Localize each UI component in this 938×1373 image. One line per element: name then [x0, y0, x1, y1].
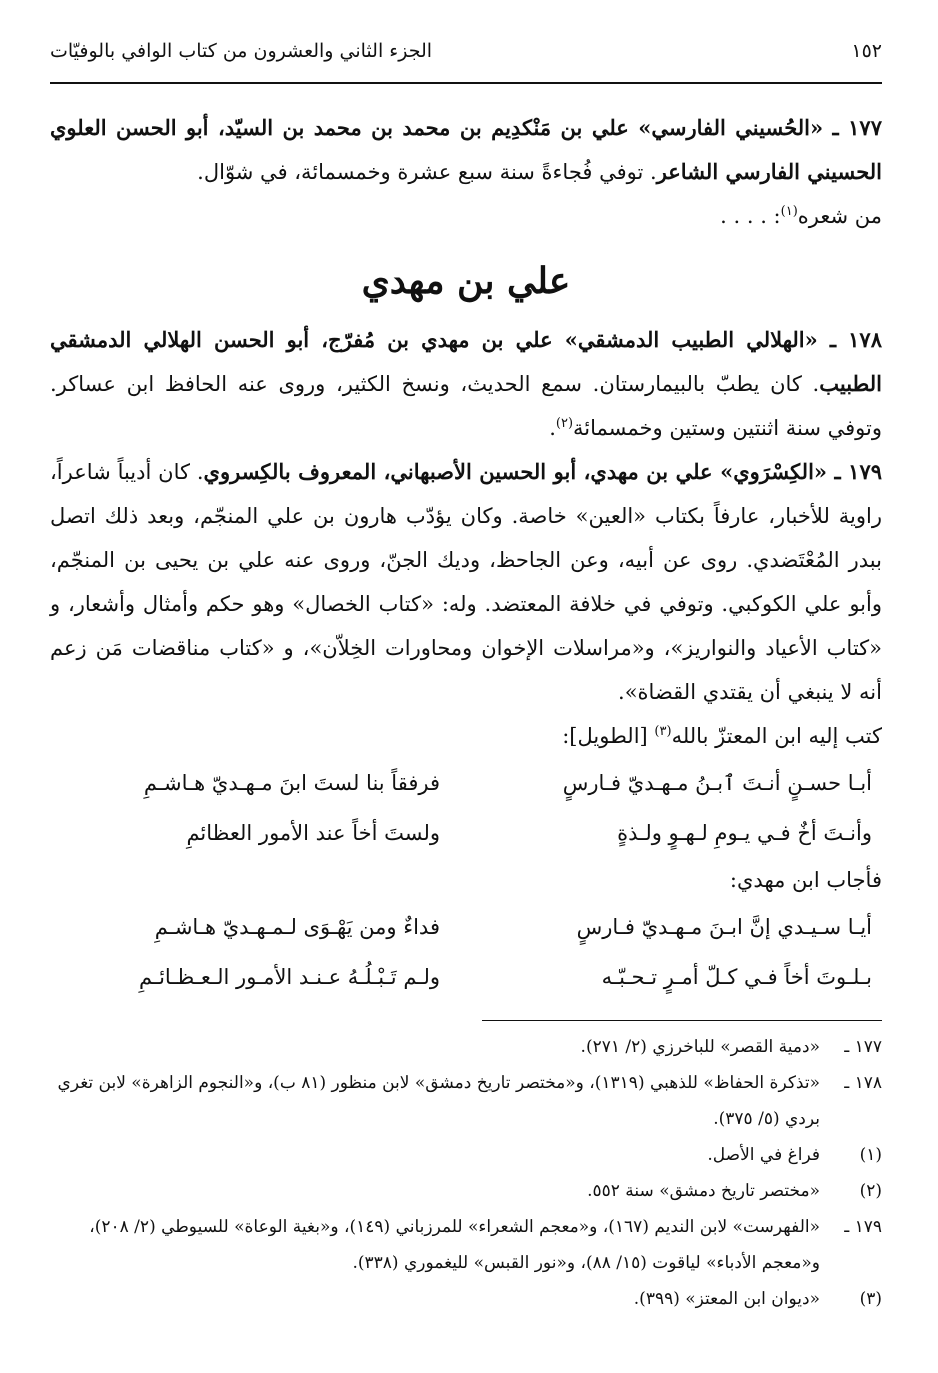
verse-hemistich-first: وأنـتَ أخٌ فـي يـومِ لـهـوٍ ولـذةٍ — [617, 821, 872, 845]
verse-hemistich-second: فرفقاً بنا لستَ ابنَ مـهـديّ هـاشـمِ — [143, 771, 440, 795]
verse-hemistich-first: بـلـوتَ أخاً فـي كـلّ أمـرٍ تـحـبّـه — [601, 965, 872, 989]
footnote-text: فراغ في الأصل. — [707, 1145, 820, 1165]
poem-1-intro — [50, 714, 882, 758]
verse-note-text: من شعره — [797, 204, 882, 228]
footnote-number: ١٧٨ ـ — [844, 1073, 882, 1093]
verse-line — [50, 758, 882, 808]
verse-note-end: : . . . . — [720, 204, 781, 228]
footnote-text: «مختصر تاريخ دمشق» سنة ٥٥٢. — [587, 1181, 820, 1201]
running-title: الجزء الثاني والعشرون من كتاب الوافي بالوفيّات — [50, 40, 433, 62]
verse-hemistich-first: أبـا حسـنٍ أنـتَ ٱبـنُ مـهـديّ فـارسٍ — [562, 771, 872, 795]
footnote-text: «دمية القصر» للباخرزي (٢/ ٢٧١). — [580, 1037, 820, 1057]
footnote-ref[interactable]: (١) — [780, 204, 798, 219]
page-number: ١٥٢ — [851, 40, 882, 62]
footnote-rule — [482, 1020, 882, 1021]
entry-179-text: . كان أديباً شاعراً، راوية للأخبار، عارفاً بكتاب «العين» خاصة. وكان يؤدّب هارون بن علي المنجّم، وبعد ذلك اتصل ببدر المُعْتَضدي. روى عن أبيه، وعن الجاحظ، وديك الجنّ، وروى عنه علي بن يحيى بن المنجّم، وأبو علي الكوكبي. وتوفي في خلافة المعتضد. وله: «كتاب الخصال» وهو حكم وأمثال وأشعار، و «كتاب الأعياد والنواريز»، و«مراسلات الإخوان ومحاورات الخِلاّن»، و «كتاب مناقضات مَن زعم أنه لا ينبغي أن يقتدي القضاة». — [50, 460, 882, 704]
footnote-number: (٣) — [859, 1289, 882, 1309]
verse-hemistich-first: أيـا سـيـدي إنَّ ابـنَ مـهـديّ فـارسٍ — [576, 915, 872, 939]
entry-178 — [50, 318, 882, 450]
verse-line — [50, 808, 882, 858]
poem-2-intro: فأجاب ابن مهدي: — [729, 868, 882, 892]
footnote — [50, 1029, 882, 1065]
footnote-number: (١) — [859, 1145, 882, 1165]
entry-177-verse-note — [50, 194, 882, 238]
verse-line — [50, 902, 882, 952]
footnote-number: ١٧٧ ـ — [844, 1037, 882, 1057]
footnote — [50, 1281, 882, 1317]
entry-178-text: . كان يطبّ بالبيمارستان. سمع الحديث، ونسخ الكثير، وروى عنه الحافظ ابن عساكر. وتوفي سنة اثنتين وستين وخمسمائة — [50, 372, 882, 440]
footnote — [50, 1137, 882, 1173]
footnote-text: «ديوان ابن المعتز» (٣٩٩). — [633, 1289, 820, 1309]
header-rule — [50, 82, 882, 84]
entry-179-heading: ١٧٩ ـ «الكِسْرَوي» علي بن مهدي، أبو الحسين الأصبهاني، المعروف بالكِسروي — [203, 459, 883, 484]
footnote — [50, 1173, 882, 1209]
verse-hemistich-second: ولـم تَـبْـلُـهُ عـنـد الأمـور الـعـظـائـمِ — [138, 965, 440, 989]
entry-177-text: . توفي فُجاءةً سنة سبع عشرة وخمسمائة، في شوّال. — [197, 160, 657, 184]
page — [50, 40, 882, 1317]
footnote-number: ١٧٩ ـ — [844, 1217, 882, 1237]
footnote — [50, 1209, 882, 1281]
footnote — [50, 1065, 882, 1137]
entry-179 — [50, 450, 882, 714]
entry-177 — [50, 106, 882, 194]
entry-177-heading: ١٧٧ ـ «الحُسيني الفارسي» علي بن مَنْكدِيم بن محمد بن محمد بن السيّد، أبو الحسن العلوي الحسيني الفارسي الشاعر — [50, 115, 882, 184]
verse-hemistich-second: فداءٌ ومن يَهْـوَى لـمـهـديّ هـاشـمِ — [154, 915, 440, 939]
entry-178-end: . — [549, 416, 556, 440]
footnotes — [50, 1029, 882, 1317]
entry-178-heading: ١٧٨ ـ «الهلالي الطبيب الدمشقي» علي بن مهدي بن مُفرّج، أبو الحسن الهلالي الدمشقي الطبيب — [50, 327, 882, 396]
verse-line — [50, 952, 882, 1002]
footnote-text: «الفهرست» لابن النديم (١٦٧)، و«معجم الشعراء» للمرزباني (١٤٩)، و«بغية الوعاة» للسيوطي (٢/ ٢٠٨)، و«معجم الأدباء» لياقوت (١٥/ ٨٨)، و«نور القبس» لليغموري (٣٣٨). — [89, 1217, 820, 1273]
footnote-ref[interactable]: (٢) — [555, 416, 574, 431]
poem-intro-text: كتب إليه ابن المعتزّ بالله — [671, 724, 882, 748]
footnote-number: (٢) — [859, 1181, 882, 1201]
page-header — [50, 40, 882, 82]
poem-meter: [الطويل]: — [562, 724, 655, 748]
verse-hemistich-second: ولستَ أخاً عند الأمور العظائمِ — [186, 821, 440, 845]
footnote-ref[interactable]: (٣) — [654, 724, 672, 739]
section-heading: علي بن مهدي — [361, 260, 571, 302]
footnote-text: «تذكرة الحفاظ» للذهبي (١٣١٩)، و«مختصر تاريخ دمشق» لابن منظور (٨١ ب)، و«النجوم الزاهرة» لابن تغري بردي (٥/ ٣٧٥). — [57, 1073, 820, 1129]
